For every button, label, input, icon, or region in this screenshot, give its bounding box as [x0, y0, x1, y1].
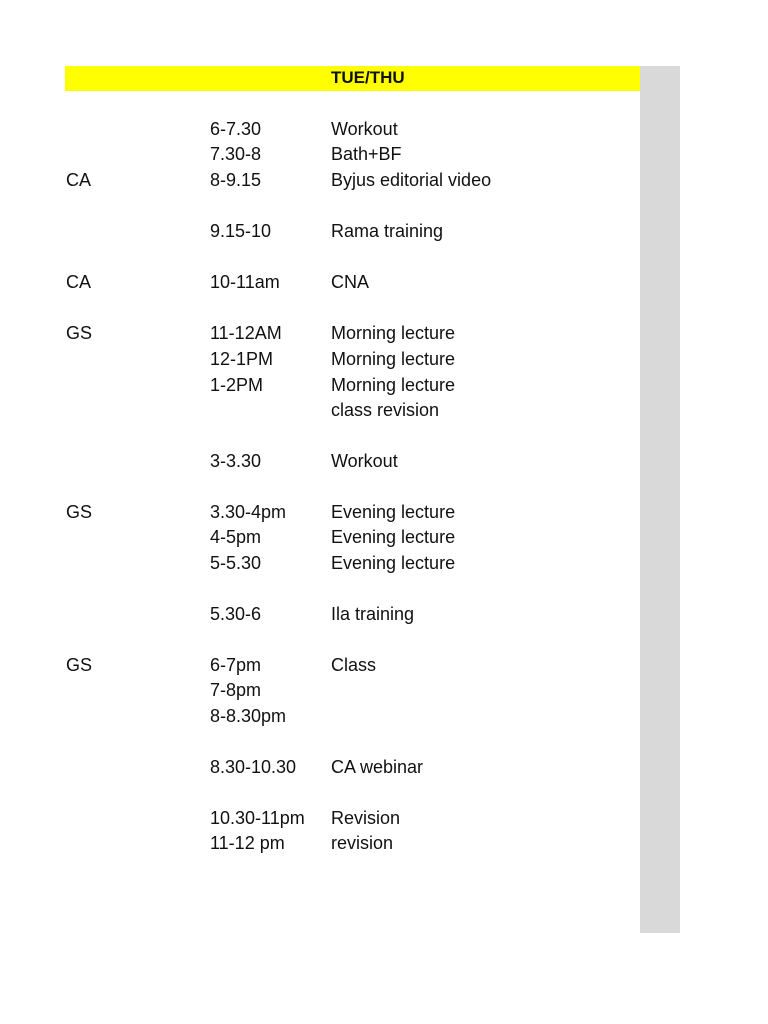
schedule-time-cell: 10.30-11pm [210, 808, 305, 828]
schedule-time-cell: 12-1PM [210, 349, 274, 369]
schedule-time-cell: 5.30-6 [210, 604, 262, 624]
schedule-time-cell: 7.30-8 [210, 144, 262, 164]
schedule-time-cell: 10-11am [210, 272, 280, 292]
schedule-time-cell: 7-8pm [210, 680, 262, 700]
schedule-subject-cell: CA [66, 272, 92, 292]
schedule-day-title: TUE/THU [331, 68, 405, 87]
schedule-activity-cell: Morning lecture [331, 323, 456, 343]
schedule-activity-cell: Bath+BF [331, 144, 402, 164]
schedule-subject-cell: GS [66, 323, 93, 343]
schedule-activity-cell: Evening lecture [331, 502, 456, 522]
schedule-time-cell: 3.30-4pm [210, 502, 287, 522]
schedule-activity-cell: Evening lecture [331, 553, 456, 573]
schedule-activity-cell: Ila training [331, 604, 415, 624]
schedule-time-cell: 4-5pm [210, 527, 262, 547]
schedule-subject-cell: CA [66, 170, 92, 190]
schedule-time-cell: 5-5.30 [210, 553, 262, 573]
schedule-activity-cell: class revision [331, 400, 440, 420]
schedule-time-cell: 9.15-10 [210, 221, 272, 241]
schedule-activity-cell: Rama training [331, 221, 444, 241]
schedule-time-cell: 6-7pm [210, 655, 262, 675]
schedule-time-cell: 11-12AM [210, 323, 282, 343]
schedule-activity-cell: Morning lecture [331, 349, 456, 369]
schedule-activity-cell: Evening lecture [331, 527, 456, 547]
schedule-time-cell: 1-2PM [210, 375, 264, 395]
schedule-time-cell: 8-9.15 [210, 170, 262, 190]
schedule-time-cell: 3-3.30 [210, 451, 262, 471]
schedule-activity-cell: revision [331, 833, 394, 853]
schedule-time-cell: 11-12 pm [210, 833, 285, 853]
schedule-time-cell: 6-7.30 [210, 119, 262, 139]
schedule-activity-cell: CA webinar [331, 757, 424, 777]
schedule-activity-cell: Morning lecture [331, 375, 456, 395]
schedule-activity-cell: Workout [331, 451, 398, 471]
schedule-time-cell: 8-8.30pm [210, 706, 287, 726]
schedule-activity-cell: Byjus editorial video [331, 170, 492, 190]
schedule-activity-cell: Revision [331, 808, 401, 828]
schedule-activity-cell: Class [331, 655, 377, 675]
schedule-activity-cell: Workout [331, 119, 398, 139]
schedule-subject-cell: GS [66, 502, 93, 522]
schedule-activity-cell: CNA [331, 272, 370, 292]
schedule-time-cell: 8.30-10.30 [210, 757, 297, 777]
side-gray-column [640, 66, 680, 933]
schedule-subject-cell: GS [66, 655, 93, 675]
